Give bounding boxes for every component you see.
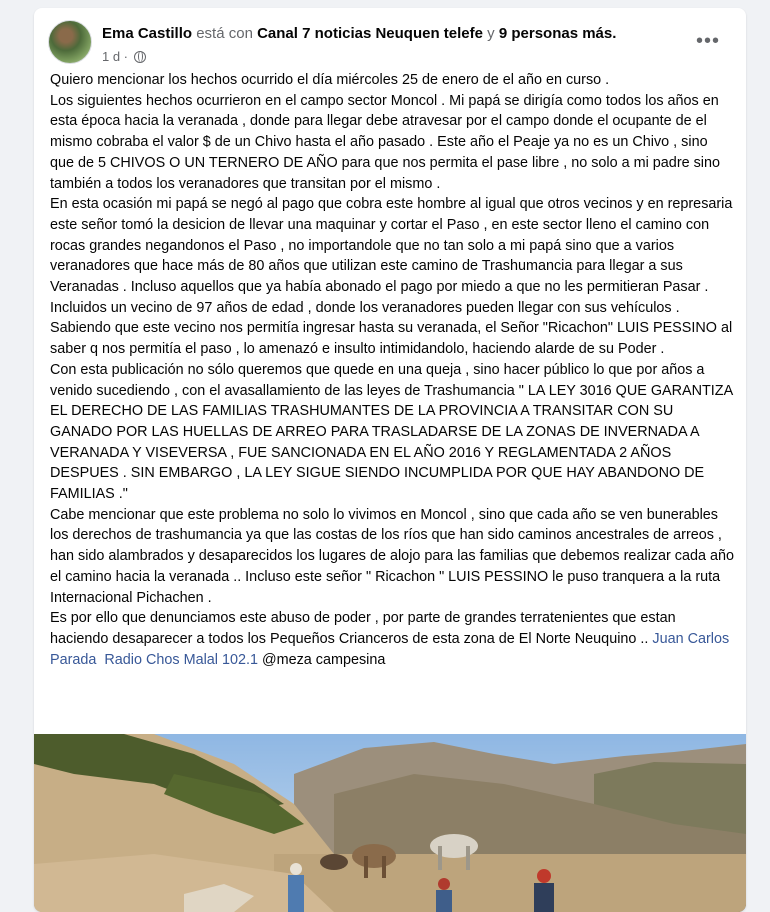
post-author-line <box>102 24 616 44</box>
author-name[interactable]: Ema Castillo <box>102 25 193 42</box>
post-paragraph: En esta ocasión mi papá se negó al pago que cobra este hombre al igual que otros vecinos y en represaria este señor tomó la desicion de llevar una maquinar y cortar el Paso , en este sector lleno el camino con rocas grandes negandonos el Paso , no importandole que no tan solo a mi papá sino que a varios veranadores que hace más de 80 años que utilizan este camino de Trashumancia para llegar a sus Veranadas . Incluso aquellos que ya había abonado el pago por miedo a que no les permitieran Pasar . Incluidos un vecino de 97 años de edad , donde los veranadores pueden llegar con sus vehículos . <box>50 196 733 316</box>
author-avatar[interactable] <box>48 20 92 64</box>
post-paragraph: Cabe mencionar que este problema no solo lo vivimos en Moncol , sino que cada año se ven bunerables los derechos de trashumancia ya que las costas de los ríos que han sido caminos ancestrales de arreos , han sido alambrados y desaparecidos los lugares de alojo para las familias que debemos realizar cada año el camino hacia la veranada .. Incluso este señor " Ricachon " LUIS PESSINO le puso tranquera a la ruta Internacional Pichachen . <box>50 506 734 606</box>
post-meta <box>102 49 146 65</box>
globe-icon <box>134 51 146 63</box>
post-paragraph-text: Es por ello que denunciamos este abuso de poder , por parte de grandes terratenientes que estan haciendo desaparecer a todos los Pequeños Crianceros de esta zona de El Norte Neuquino .. <box>50 610 676 647</box>
post-paragraph: Con esta publicación no sólo queremos que quede en una queja , sino hacer público lo que por años a venido sucediendo , con el avasallamiento de las leyes de Trashumancia " LA LEY 3016 QUE GARANTIZA EL DERECHO DE LAS FAMILIAS TRASHUMANTES DE LA PROVINCIA A TRANSITAR CON SU GANADO POR LAS HUELLAS DE ARREO PARA TRASLADARSE DE LA ZONAS DE INVERNADA A VERANADA Y VISEVERSA , FUE SANCIONADA EN EL AÑO 2016 Y REGLAMENTADA 2 AÑOS DESPUES . SIN EMBARGO , LA LEY SIGUE SIENDO INCUMPLIDA POR QUE HAY ABANDONO DE FAMILIAS ." <box>50 361 733 503</box>
tag-radio-chos-malal[interactable]: Radio Chos Malal 102.1 <box>104 651 258 668</box>
with-word: está con <box>196 25 253 42</box>
and-word: y <box>487 25 495 42</box>
mention-meza-campesina: @meza campesina <box>262 651 386 668</box>
more-options-icon[interactable]: ••• <box>695 30 720 52</box>
post-card <box>34 8 746 912</box>
mountain-landscape-image <box>34 734 746 912</box>
tagged-page[interactable]: Canal 7 noticias Neuquen telefe <box>257 25 483 42</box>
post-paragraph: Quiero mencionar los hechos ocurrido el día miércoles 25 de enero de el año en curso . <box>50 72 610 88</box>
post-text <box>50 70 734 670</box>
post-header <box>48 20 734 64</box>
post-photo[interactable] <box>34 734 746 912</box>
tag-juan-carlos-parada[interactable]: Juan Carlos Parada <box>50 630 730 668</box>
post-time[interactable]: 1 d · <box>102 49 129 64</box>
post-paragraph: Los siguientes hechos ocurrieron en el campo sector Moncol . Mi papá se dirigía como todos los años en esta época hacia la veranada , donde para llegar debe atravesar por el campo donde el ocupante de el mismo cobraba el valor $ de un Chivo hasta el año pasado . Este año el Peaje ya no es un Chivo , sino que de 5 CHIVOS O UN TERNERO DE AÑO para que nos permita el pase libre , no solo a mi padre sino también a todos los veranadores que transitan por el mismo . <box>50 92 721 192</box>
tagged-others[interactable]: 9 personas más. <box>498 25 617 42</box>
post-paragraph: Sabiendo que este vecino nos permitía ingresar hasta su veranada, el Señor "Ricachon" LUIS PESSINO al saber q nos permitía el paso , lo amenazó e insulto intimidandolo, haciendo alarde de su Poder . <box>50 320 733 358</box>
post-paragraph-last <box>50 608 734 670</box>
